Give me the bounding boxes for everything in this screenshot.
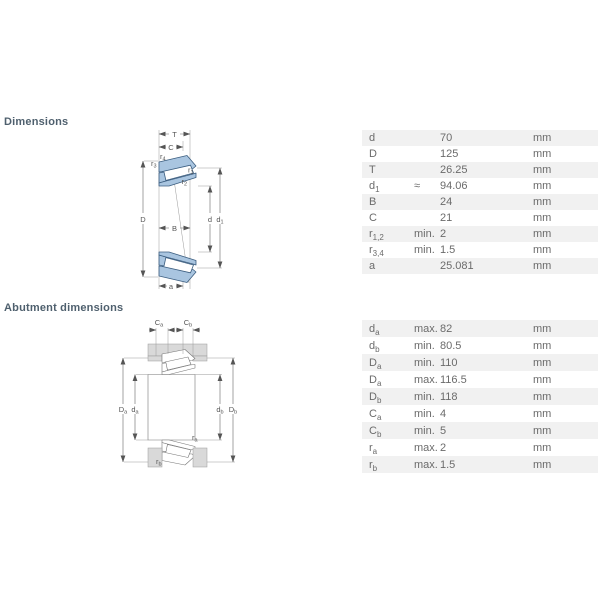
dim-value: 2 [440,441,447,454]
dim-symbol: C [369,212,377,224]
table-row [362,130,598,146]
dim-label-d: d [207,215,213,224]
dim-value: 1.5 [440,458,456,471]
table-row [362,258,598,274]
dim-value: 1.5 [440,244,456,256]
dim-symbol: D [369,148,377,160]
dim-label-C: C [168,143,174,152]
table-row [362,226,598,242]
dim-unit: mm [533,164,552,176]
dim-symbol: $r_b$ [369,458,378,473]
dim-value: 80.5 [440,339,462,352]
dim-unit: mm [533,322,552,335]
dim-label-da: $d_a$ [131,405,139,416]
dim-qualifier: max. [414,458,438,471]
dim-unit: mm [533,228,552,240]
dim-qualifier: min. [414,339,435,352]
dim-value: 94.06 [440,180,468,192]
dim-label-T: T [172,130,177,139]
abutment-dimensions-table [362,320,598,473]
table-row [362,210,598,226]
dim-qualifier: ≈ [414,180,421,192]
dim-label-db: $d_b$ [216,405,224,416]
dim-value: 110 [440,356,458,369]
dim-label-r2: $r_2$ [181,177,188,188]
dim-value: 5 [440,424,447,437]
dim-label-Da: $D_a$ [118,405,128,416]
table-row [362,146,598,162]
dim-symbol: $D_a$ [369,373,382,388]
dim-unit: mm [533,148,552,160]
table-row [362,194,598,210]
table-row [362,354,598,371]
dim-label-rb: $r_b$ [156,457,162,468]
bearing-outline-lower [162,440,195,465]
table-row [362,405,598,422]
dim-unit: mm [533,132,552,144]
dim-unit: mm [533,458,552,471]
dim-qualifier: min. [414,390,435,403]
dim-value: 82 [440,322,453,335]
dim-qualifier: min. [414,228,435,240]
dim-unit: mm [533,356,552,369]
dim-qualifier: max. [414,373,438,386]
table-row [362,162,598,178]
dim-unit: mm [533,424,552,437]
dim-unit: mm [533,339,552,352]
dim-value: 2 [440,228,447,240]
dim-label-r3: $r_3$ [151,159,157,170]
dim-unit: mm [533,441,552,454]
dim-qualifier: min. [414,424,435,437]
dimensions-table [362,130,598,274]
dim-unit: mm [533,212,552,224]
dim-symbol: $D_a$ [369,356,382,371]
dim-label-Db: $D_b$ [228,405,238,416]
bearing-cross-section-drawing [125,120,237,295]
dim-symbol: $C_a$ [369,407,382,422]
dim-value: 21 [440,212,453,224]
dim-qualifier: min. [414,244,435,256]
dim-unit: mm [533,180,552,192]
dim-qualifier: max. [414,441,438,454]
dim-symbol: $d_b$ [369,339,380,354]
dim-value: 116.5 [440,373,467,386]
dim-label-d1: $d_1$ [216,215,224,226]
dim-value: 24 [440,196,453,208]
dim-symbol: $d_a$ [369,322,380,337]
table-row [362,178,598,194]
dim-symbol: $r_{3,4}$ [369,244,384,259]
dim-label-D: D [140,215,146,224]
shaft-cylinder [148,375,195,441]
dim-value: 70 [440,132,453,144]
dim-unit: mm [533,196,552,208]
dim-label-B: B [171,224,178,233]
dim-label-Cb: $C_b$ [183,318,193,329]
dim-qualifier: max. [414,322,438,335]
dim-label-r4: $r_4$ [160,152,166,163]
table-row [362,242,598,258]
table-row [362,456,598,473]
dim-symbol: $r_a$ [369,441,378,456]
dim-unit: mm [533,407,552,420]
dim-label-a: a [168,282,174,291]
dim-label-r1: $r_1$ [188,165,194,176]
table-row [362,439,598,456]
dim-value: 26.25 [440,164,468,176]
bearing-section-lower [159,252,196,283]
table-row [362,422,598,439]
dim-unit: mm [533,244,552,256]
dim-unit: mm [533,390,552,403]
dim-symbol: $D_b$ [369,390,382,405]
dim-symbol: $d_1$ [369,180,380,195]
table-row [362,388,598,405]
dim-symbol: B [369,196,377,208]
dim-qualifier: min. [414,356,435,369]
table-row [362,337,598,354]
dim-value: 125 [440,148,459,160]
dim-symbol: T [369,164,376,176]
abutment-drawing [103,316,238,476]
dim-unit: mm [533,260,552,272]
dim-value: 4 [440,407,447,420]
dim-unit: mm [533,373,552,386]
dim-value: 118 [440,390,458,403]
dim-qualifier: min. [414,407,435,420]
dim-symbol: d [369,132,376,144]
dim-symbol: $r_{1,2}$ [369,228,384,243]
section-heading-abutment-dimensions: Abutment dimensions [4,302,124,314]
dim-symbol: a [369,260,376,272]
table-row [362,320,598,337]
table-row [362,371,598,388]
dim-symbol: $C_b$ [369,424,382,439]
dim-label-Ca: $C_a$ [154,318,164,329]
dim-label-ra: $r_a$ [192,433,198,444]
section-heading-dimensions: Dimensions [4,116,69,128]
dim-value: 25.081 [440,260,474,272]
